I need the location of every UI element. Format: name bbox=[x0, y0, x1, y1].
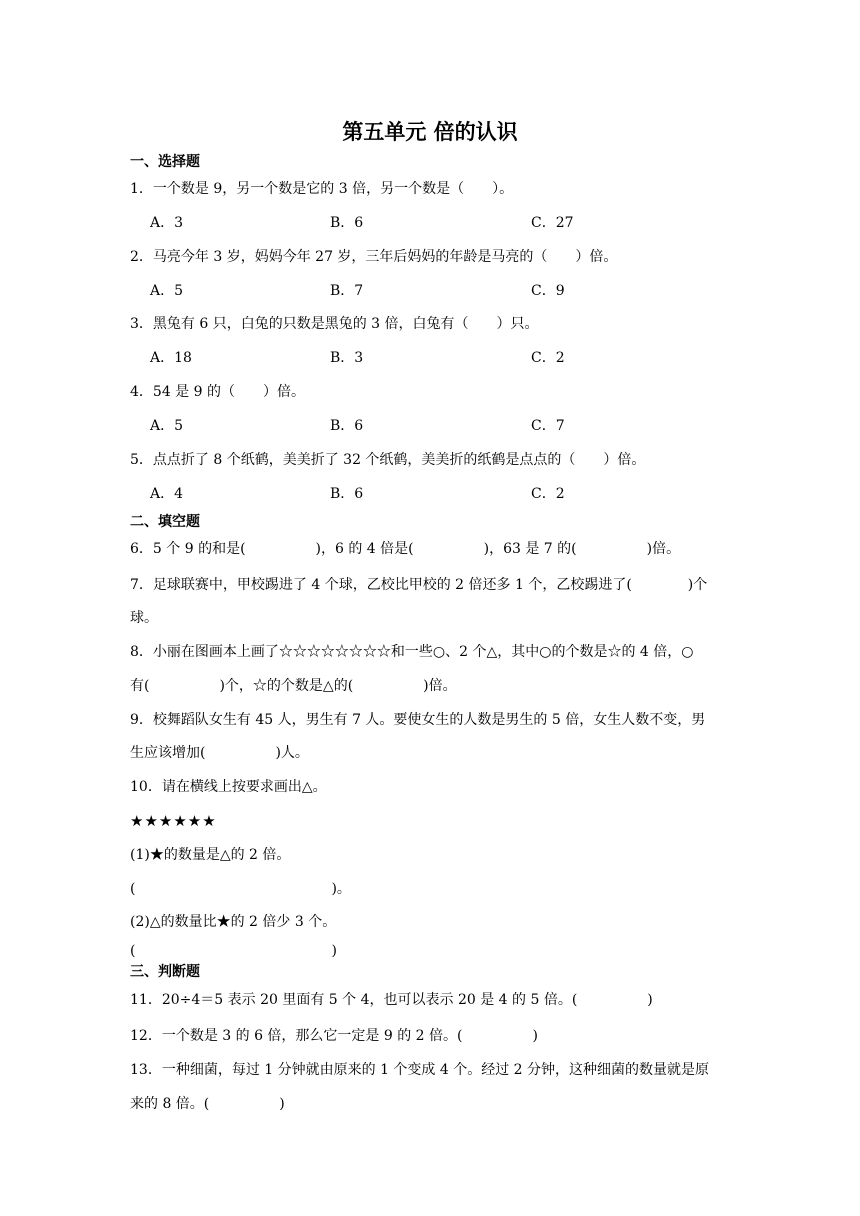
question-3: 3．黑兔有 6 只，白兔的只数是黑兔的 3 倍，白兔有（ ）只。 bbox=[130, 316, 539, 332]
question-8-line-2: 有( )个，☆的个数是△的( )倍。 bbox=[130, 678, 457, 694]
q4-option-b: B．6 bbox=[330, 418, 364, 434]
question-11: 11．20÷4＝5 表示 20 里面有 5 个 4，也可以表示 20 是 4 的 5 倍。( ) bbox=[130, 992, 653, 1008]
q2-option-c: C．9 bbox=[531, 283, 565, 299]
section-heading-judge: 三、判断题 bbox=[130, 964, 200, 980]
q2-option-b: B．7 bbox=[330, 283, 364, 299]
q5-option-c: C．2 bbox=[531, 486, 565, 502]
page-title: 第五单元 倍的认识 bbox=[342, 120, 518, 144]
question-2: 2．马亮今年 3 岁，妈妈今年 27 岁，三年后妈妈的年龄是马亮的（ ）倍。 bbox=[130, 249, 618, 265]
q3-option-a: A．18 bbox=[150, 350, 192, 366]
answer-blank-10-2[interactable]: ( ) bbox=[130, 943, 337, 959]
answer-blank-10-1[interactable]: ( )。 bbox=[130, 881, 351, 897]
question-10-part-1: (1)★的数量是△的 2 倍。 bbox=[130, 847, 291, 863]
q3-option-c: C．2 bbox=[531, 350, 565, 366]
q1-option-c: C．27 bbox=[531, 215, 574, 231]
question-8-line-1: 8．小丽在图画本上画了☆☆☆☆☆☆☆☆和一些○、2 个△，其中○的个数是☆的 4 倍，○ bbox=[130, 644, 694, 660]
q2-option-a: A．5 bbox=[150, 283, 184, 299]
question-12: 12．一个数是 3 的 6 倍，那么它一定是 9 的 2 倍。( ) bbox=[130, 1028, 538, 1044]
question-9-line-1: 9．校舞蹈队女生有 45 人，男生有 7 人。要使女生的人数是男生的 5 倍，女生人数不变，男 bbox=[130, 712, 706, 728]
question-10-part-2: (2)△的数量比★的 2 倍少 3 个。 bbox=[130, 914, 337, 930]
q1-option-a: A．3 bbox=[150, 215, 184, 231]
q4-option-c: C．7 bbox=[531, 418, 565, 434]
stars-row: ★★★★★★ bbox=[130, 812, 217, 830]
question-10: 10．请在横线上按要求画出△。 bbox=[130, 779, 327, 795]
section-heading-fill: 二、填空题 bbox=[130, 514, 200, 530]
question-5: 5．点点折了 8 个纸鹤，美美折了 32 个纸鹤，美美折的纸鹤是点点的（ ）倍。 bbox=[130, 452, 646, 468]
question-7-line-1: 7．足球联赛中，甲校踢进了 4 个球，乙校比甲校的 2 倍还多 1 个，乙校踢进了( )个 bbox=[130, 577, 708, 593]
q5-option-b: B．6 bbox=[330, 486, 364, 502]
question-13-line-2: 来的 8 倍。( ) bbox=[130, 1096, 285, 1112]
question-1: 1．一个数是 9，另一个数是它的 3 倍，另一个数是（ ）。 bbox=[130, 181, 514, 197]
question-7-line-2: 球。 bbox=[130, 610, 158, 626]
question-9-line-2: 生应该增加( )人。 bbox=[130, 745, 309, 761]
section-heading-choice: 一、选择题 bbox=[130, 154, 200, 170]
q5-option-a: A．4 bbox=[150, 486, 184, 502]
q4-option-a: A．5 bbox=[150, 418, 184, 434]
question-4: 4．54 是 9 的（ ）倍。 bbox=[130, 384, 305, 400]
q1-option-b: B．6 bbox=[330, 215, 364, 231]
question-13-line-1: 13．一种细菌，每过 1 分钟就由原来的 1 个变成 4 个。经过 2 分钟，这种细菌的数量就是原 bbox=[130, 1062, 710, 1078]
question-6: 6．5 个 9 的和是( )，6 的 4 倍是( )，63 是 7 的( )倍。 bbox=[130, 541, 681, 557]
q3-option-b: B．3 bbox=[330, 350, 364, 366]
